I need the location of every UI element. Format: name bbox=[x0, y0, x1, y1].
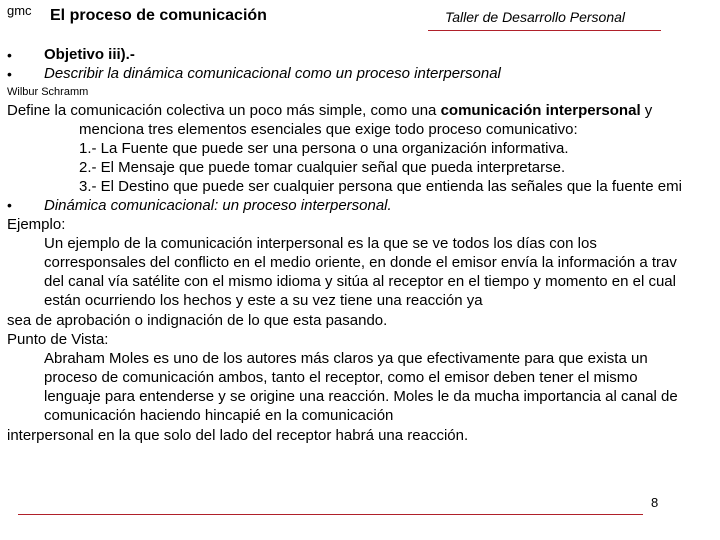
example-line-3: del canal vía satélite con el mismo idioma y sitúa al receptor en el tiempo y momento en el cual bbox=[44, 273, 676, 290]
bullet-icon: • bbox=[7, 66, 12, 82]
intro-line-2: menciona tres elementos esenciales que exige todo proceso comunicativo: bbox=[79, 121, 578, 138]
example-line-4: están ocurriendo los hechos y este a su vez tiene una reacción ya bbox=[44, 292, 483, 309]
footer-rule bbox=[18, 514, 643, 515]
element-item-1: 1.- La Fuente que puede ser una persona o una organización informativa. bbox=[79, 140, 569, 157]
author-tag: gmc bbox=[7, 3, 32, 18]
source-label: Wilbur Schramm bbox=[7, 86, 89, 98]
viewpoint-last-line: interpersonal en la que solo del lado del receptor habrá una reacción. bbox=[7, 427, 469, 444]
objective-label: Objetivo iii).- bbox=[44, 46, 135, 63]
bullet-icon: • bbox=[7, 197, 12, 213]
viewpoint-line-2: proceso de comunicación ambos, tanto el receptor, como el emisor deben tener el mismo bbox=[44, 369, 638, 386]
example-last-line: sea de aprobación o indignación de lo que esta pasando. bbox=[7, 312, 388, 329]
viewpoint-line-4: comunicación haciendo hincapié en la comunicación bbox=[44, 407, 394, 424]
intro-text-bold: comunicación interpersonal bbox=[440, 102, 641, 119]
bullet-icon: • bbox=[7, 47, 12, 63]
course-subtitle: Taller de Desarrollo Personal bbox=[445, 9, 626, 25]
intro-line-1 bbox=[7, 101, 652, 120]
objective-text: Describir la dinámica comunicacional como un proceso interpersonal bbox=[44, 65, 501, 82]
page-number: 8 bbox=[651, 495, 659, 510]
element-item-3: 3.- El Destino que puede ser cualquier persona que entienda las señales que la fuente emi bbox=[79, 178, 682, 195]
element-item-2: 2.- El Mensaje que puede tomar cualquier señal que pueda interpretarse. bbox=[79, 159, 566, 176]
intro-text-post: y bbox=[640, 102, 653, 119]
viewpoint-line-1: Abraham Moles es uno de los autores más claros ya que efectivamente para que exista un bbox=[44, 350, 648, 367]
header-rule bbox=[428, 30, 661, 31]
slide-title: El proceso de comunicación bbox=[50, 7, 267, 24]
viewpoint-line-3: lenguaje para entenderse y se origine una reacción. Moles le da mucha importancia al canal de bbox=[44, 388, 678, 405]
example-label: Ejemplo: bbox=[7, 216, 66, 233]
example-line-1: Un ejemplo de la comunicación interpersonal es la que se ve todos los días con los bbox=[44, 235, 597, 252]
viewpoint-label: Punto de Vista: bbox=[7, 331, 109, 348]
example-line-2: corresponsales del conflicto en el medio oriente, en donde el emisor envía la información a trav bbox=[44, 254, 677, 271]
dynamic-heading: Dinámica comunicacional: un proceso interpersonal. bbox=[44, 197, 392, 214]
intro-text-pre: Define la comunicación colectiva un poco más simple, como una bbox=[7, 102, 441, 119]
